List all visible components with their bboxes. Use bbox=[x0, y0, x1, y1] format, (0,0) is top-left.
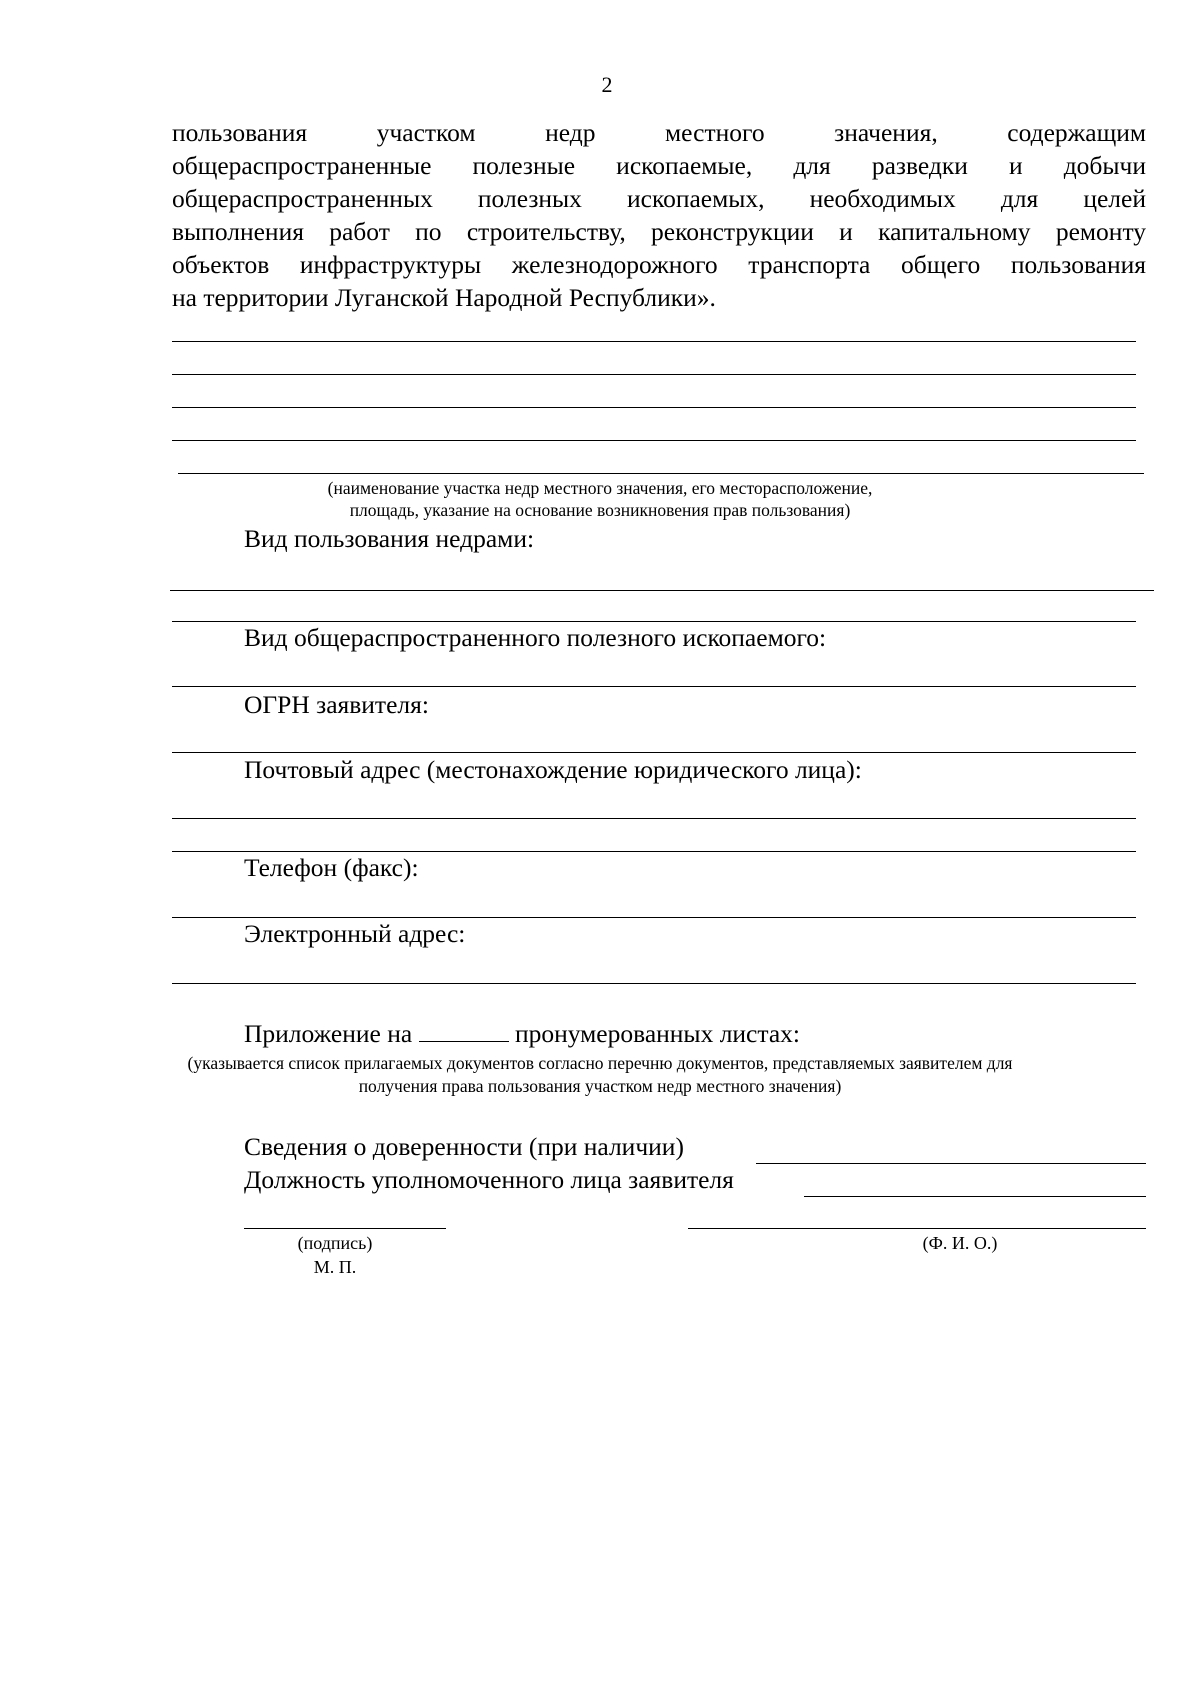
signature-line[interactable] bbox=[244, 1228, 446, 1229]
paragraph-line: пользования участком недр местного значения, содержащим bbox=[172, 118, 1146, 147]
mineral-type-line[interactable] bbox=[172, 686, 1136, 687]
power-of-attorney-line[interactable] bbox=[756, 1163, 1146, 1164]
paragraph-last-line: на территории Луганской Народной Республики». bbox=[172, 283, 716, 312]
page-number: 2 bbox=[601, 72, 613, 97]
seal-caption: М. П. bbox=[313, 1257, 357, 1277]
postal-address-line[interactable] bbox=[172, 851, 1136, 852]
ogrn-label: ОГРН заявителя: bbox=[244, 690, 429, 719]
attachment-pages-blank[interactable] bbox=[419, 1017, 509, 1042]
fio-line[interactable] bbox=[688, 1228, 1146, 1229]
attachment-row bbox=[244, 1017, 800, 1049]
fill-line[interactable] bbox=[172, 407, 1136, 408]
paragraph-line: объектов инфраструктуры железнодорожного транспорта общего пользования bbox=[172, 250, 1146, 279]
postal-address-label: Почтовый адрес (местонахождение юридического лица): bbox=[244, 755, 862, 784]
power-of-attorney-label: Сведения о доверенности (при наличии) bbox=[244, 1132, 684, 1161]
ogrn-line[interactable] bbox=[172, 752, 1136, 753]
email-label: Электронный адрес: bbox=[244, 919, 466, 948]
signature-caption: (подпись) bbox=[297, 1233, 373, 1253]
authorized-position-line[interactable] bbox=[804, 1196, 1146, 1197]
fill-line[interactable] bbox=[172, 440, 1136, 441]
subsoil-use-type-line[interactable] bbox=[170, 590, 1154, 591]
fio-caption: (Ф. И. О.) bbox=[922, 1233, 998, 1253]
subsoil-use-type-label: Вид пользования недрами: bbox=[244, 524, 535, 553]
mineral-type-label: Вид общераспространенного полезного ископаемого: bbox=[244, 623, 827, 652]
phone-line[interactable] bbox=[172, 917, 1136, 918]
email-line[interactable] bbox=[172, 983, 1136, 984]
site-caption-line: (наименование участка недр местного значения, его месторасположение, bbox=[327, 478, 873, 498]
paragraph-line: выполнения работ по строительству, реконструкции и капитальному ремонту bbox=[172, 217, 1146, 246]
attachment-suffix: пронумерованных листах: bbox=[514, 1019, 800, 1048]
subsoil-use-type-line[interactable] bbox=[172, 621, 1136, 622]
attachment-caption-line: получения права пользования участком недр местного значения) bbox=[358, 1076, 842, 1096]
fill-line[interactable] bbox=[178, 473, 1144, 474]
paragraph-line: общераспространенные полезные ископаемые, для разведки и добычи bbox=[172, 151, 1146, 180]
postal-address-line[interactable] bbox=[172, 818, 1136, 819]
phone-label: Телефон (факс): bbox=[244, 853, 419, 882]
fill-line[interactable] bbox=[172, 341, 1136, 342]
attachment-prefix: Приложение на bbox=[244, 1019, 413, 1048]
authorized-position-label: Должность уполномоченного лица заявителя bbox=[244, 1165, 734, 1194]
paragraph-line: общераспространенных полезных ископаемых, необходимых для целей bbox=[172, 184, 1146, 213]
attachment-caption-line: (указывается список прилагаемых документов согласно перечню документов, представляемых заявителем для bbox=[187, 1053, 1013, 1073]
fill-line[interactable] bbox=[172, 374, 1136, 375]
site-caption-line: площадь, указание на основание возникновения прав пользования) bbox=[349, 500, 851, 520]
